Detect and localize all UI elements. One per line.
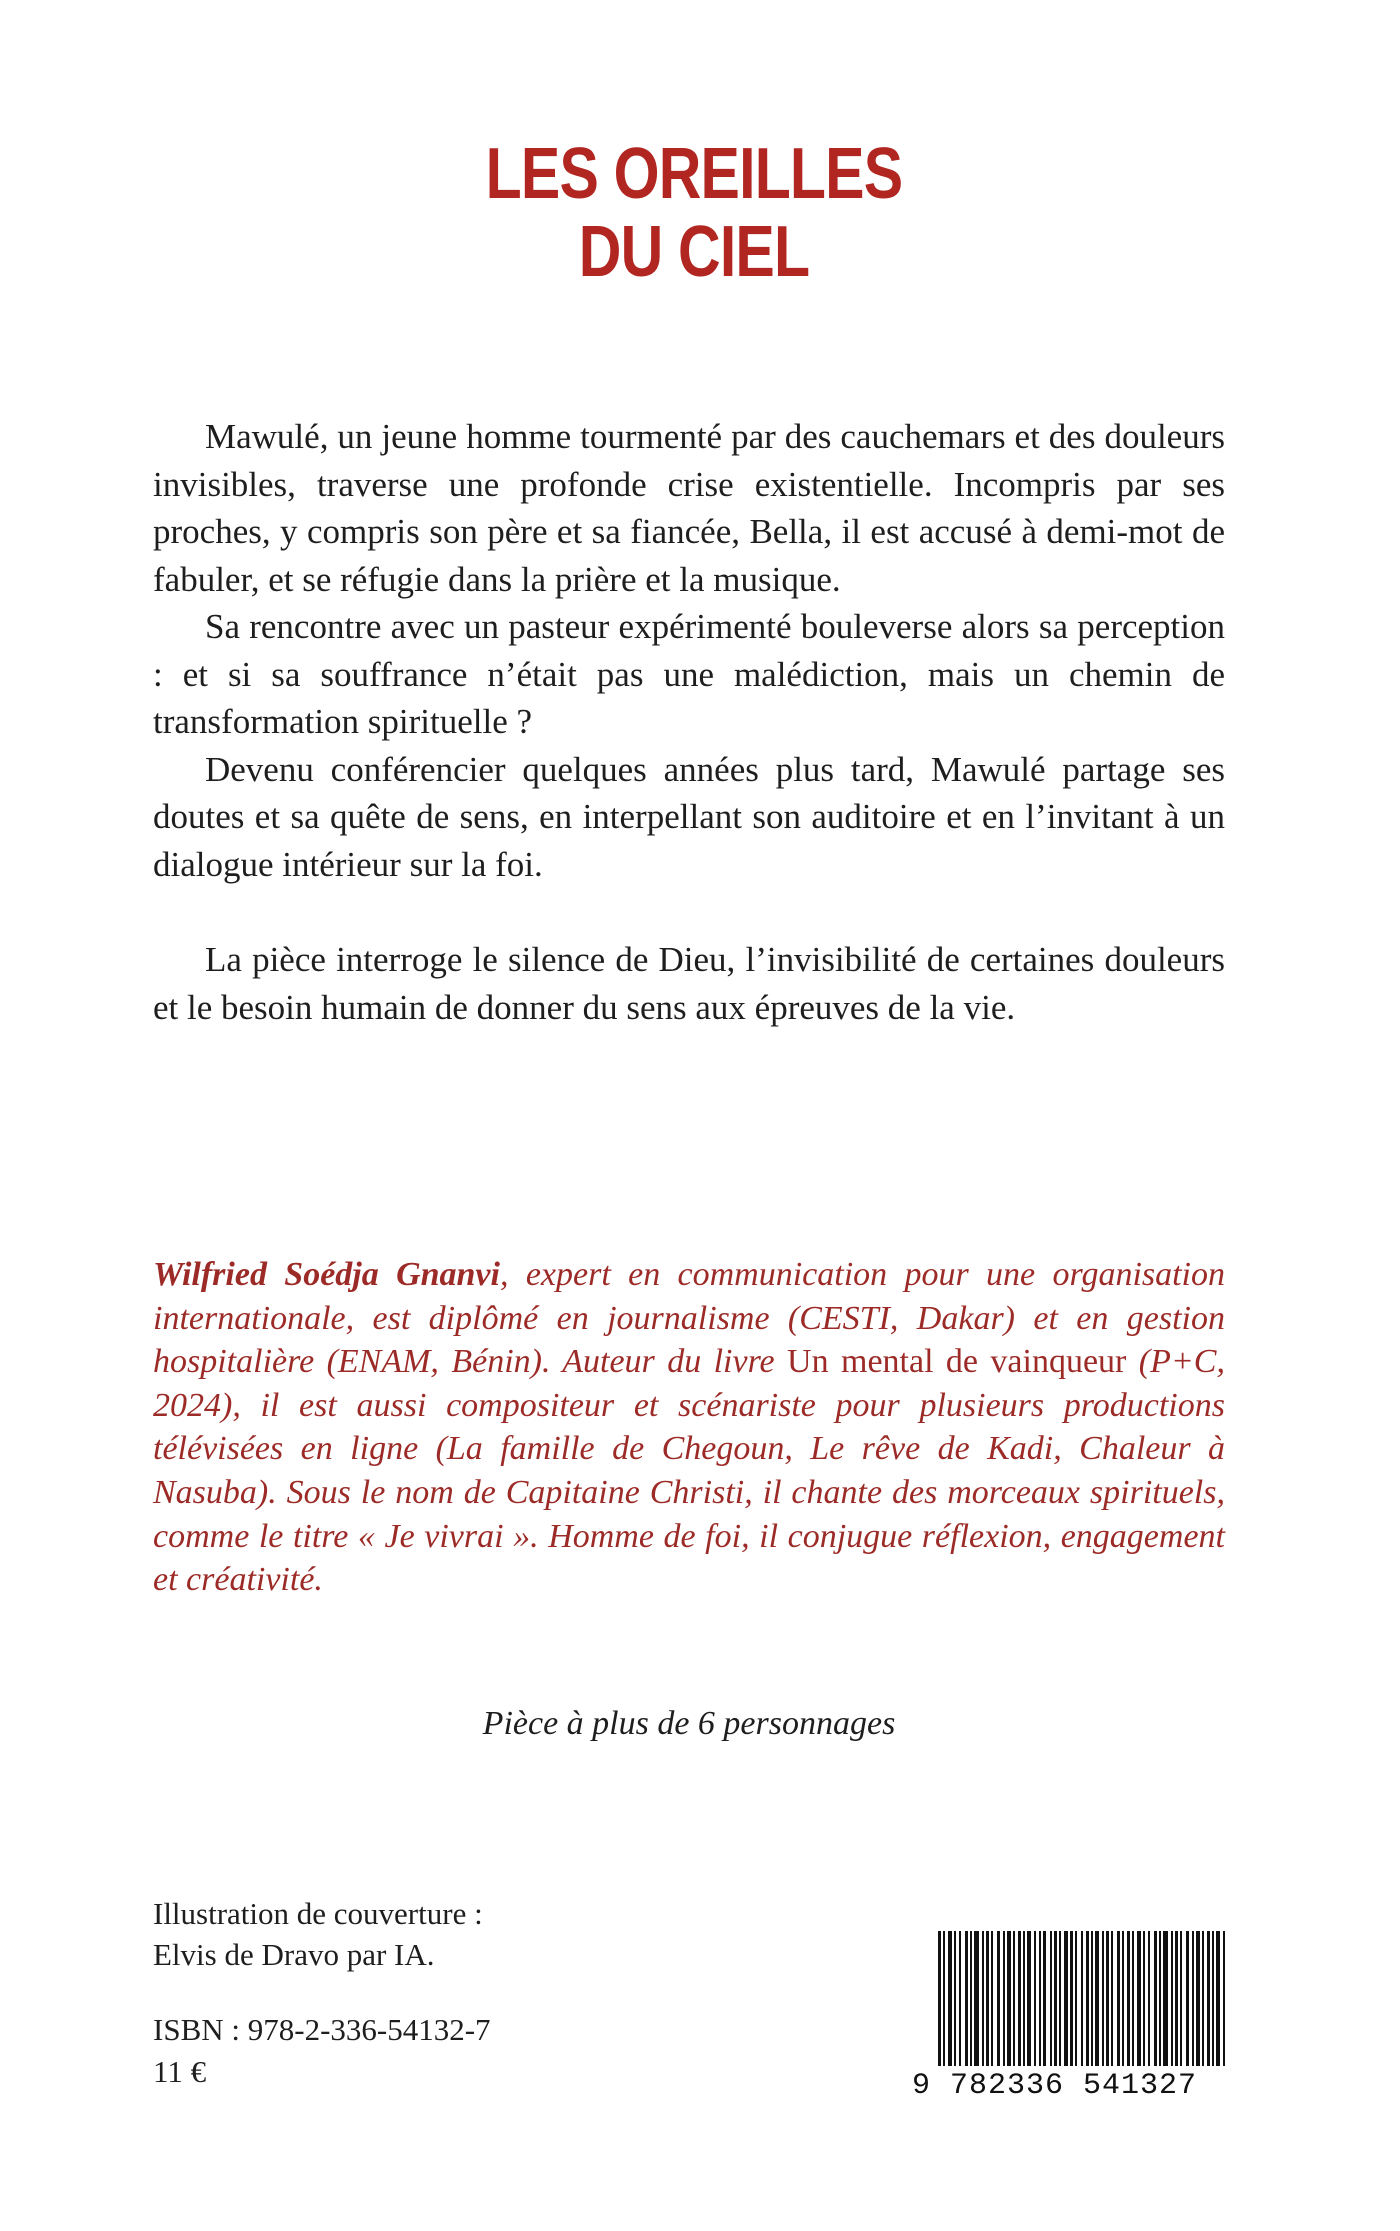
book-reference: Un mental de vainqueur [787,1343,1127,1381]
credits-line-1: Illustration de couverture : [153,1896,483,1931]
synopsis [153,413,1225,1031]
author-name: Wilfried Soédja Gnanvi [153,1256,500,1293]
book-title-line-1: LES OREILLES [485,134,903,214]
book-title-line-2: DU CIEL [578,212,810,292]
author-bio [153,1253,1225,1602]
synopsis-paragraph-4: La pièce interroge le silence de Dieu, l’invisibilité de certaines douleurs et le besoin humain de donner du sens aux épreuves de la vie. [153,940,1225,1027]
synopsis-paragraph-1: Mawulé, un jeune homme tourmenté par des cauchemars et des douleurs invisibles, traverse une profonde crise existentielle. Incompris par ses proches, y compris son père et sa fiancée, Bella, il est accusé à demi-mot de fabuler, et se réfugie dans la prière et la musique. [153,417,1225,599]
barcode-digits: 9 782336 541327 [912,2066,1242,2106]
illustration-credits [153,1893,673,1975]
synopsis-paragraph-2: Sa rencontre avec un pasteur expérimenté bouleverse alors sa perception : et si sa souffrance n’était pas une malédiction, mais un chemin de transformation spirituelle ? [153,607,1225,741]
bio-text-part-2: (P+C, 2024), il est aussi compositeur et scénariste pour plusieurs productions télévisées en ligne (La famille de Chegoun, Le rêve de Kadi, Chaleur à Nasuba). Sous le nom de Capitaine Christi, il chante des morceaux spirituels, comme le titre « Je vivrai ». Homme de foi, il conjugue réflexion, engagement et créativité. [153,1343,1225,1599]
isbn-price-block [153,2009,673,2093]
cast-note: Pièce à plus de 6 personnages [482,1705,896,1742]
price: 11 € [153,2054,207,2089]
bio-text-part-1: , expert en communication pour une organisation internationale, est diplômé en journalisme (CESTI, Dakar) et en gestion hospitalière (ENAM, Bénin). Auteur du livre [153,1256,1226,1381]
credits-line-2: Elvis de Dravo par IA. [153,1937,435,1972]
synopsis-paragraph-3: Devenu conférencier quelques années plus tard, Mawulé partage ses doutes et sa quête de sens, en interpellant son auditoire et en l’invitant à un dialogue intérieur sur la foi. [153,749,1225,884]
book-title [125,135,1263,291]
isbn-number: ISBN : 978-2-336-54132-7 [153,2012,491,2047]
